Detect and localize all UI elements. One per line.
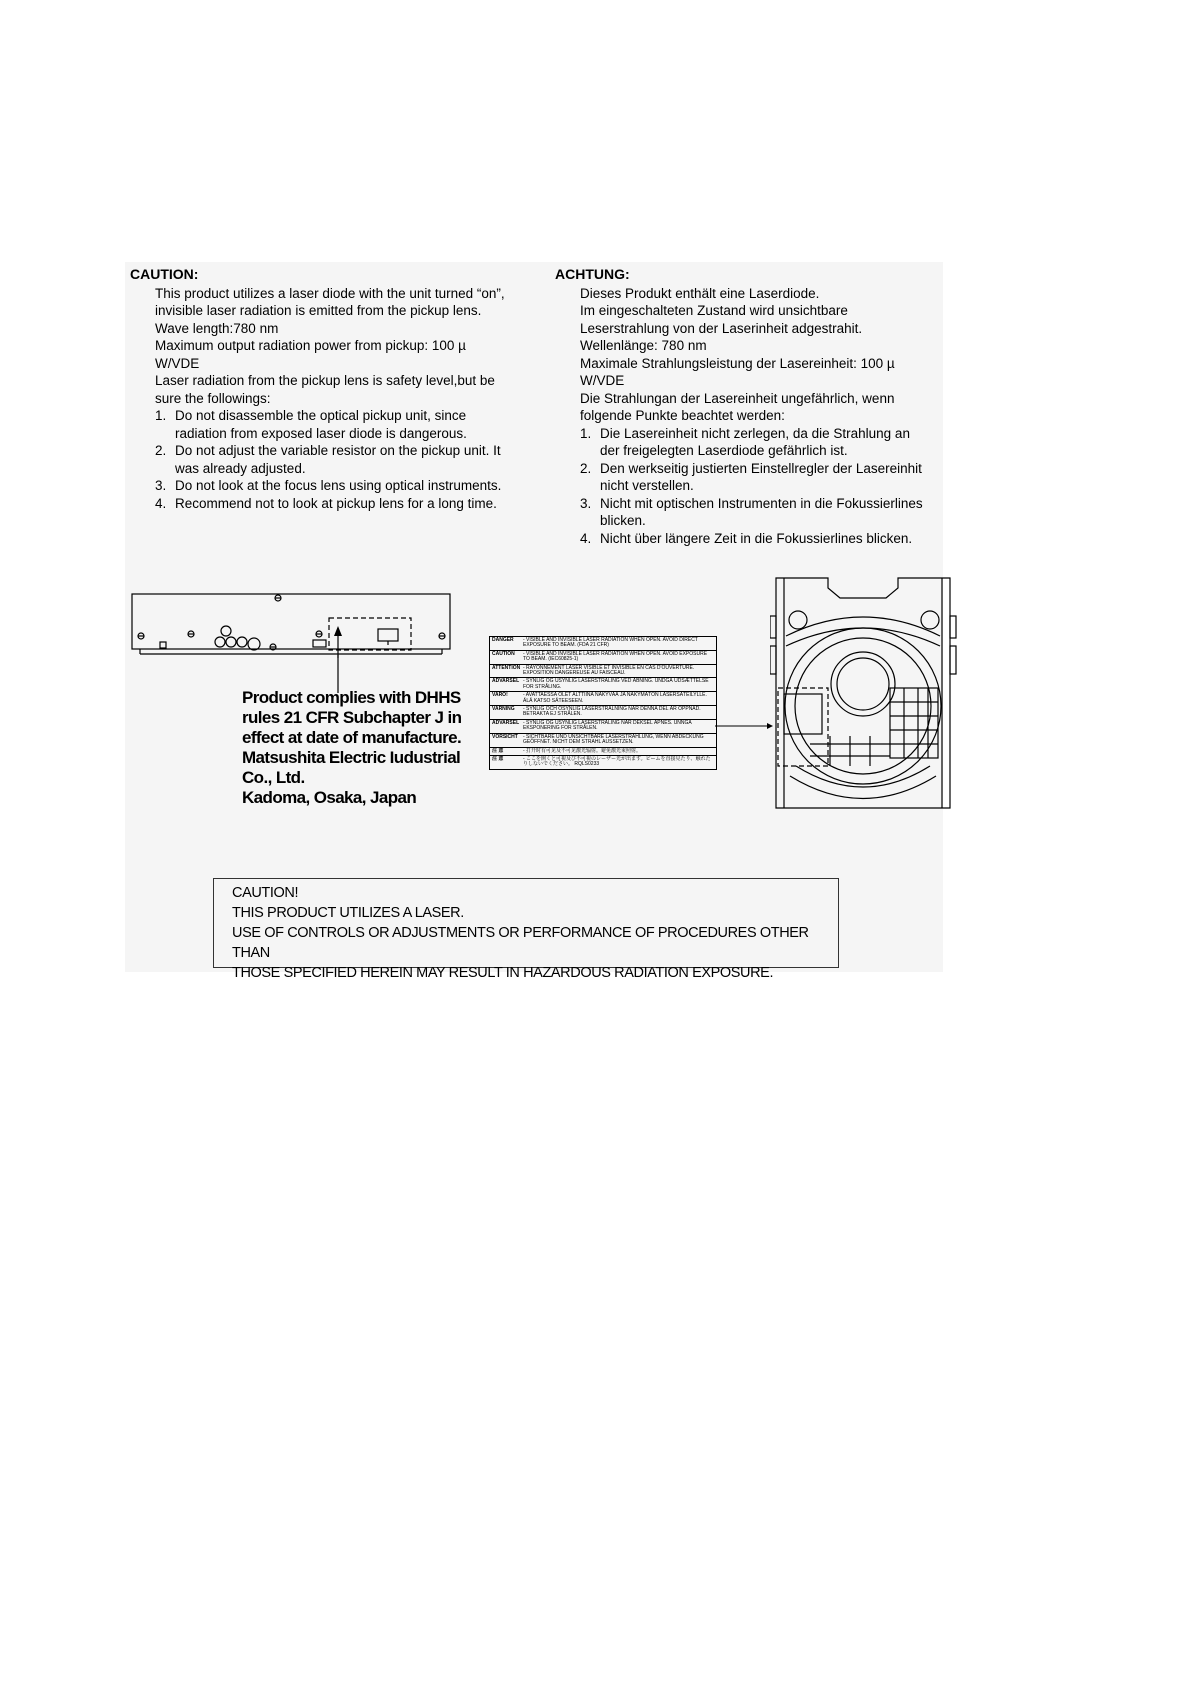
german-intro-line: Die Strahlungan der Lasereinheit ungefährlich, wenn <box>580 390 895 406</box>
item-number: 4. <box>155 495 167 511</box>
list-item <box>155 442 550 477</box>
label-key: 注 意 <box>492 755 504 762</box>
label-text: - SYNLIG OCH OSYNLIG LASERSTRÅLNING NÄR DENNA DEL ÄR ÖPPNAD. BETRAKTA EJ STRÅLEN. <box>523 706 701 718</box>
label-text: - RAYONNEMENT LASER VISIBLE ET INVISIBLE EN CAS D'OUVERTURE. EXPOSITION DANGEREUSE AU FAISCEAU. <box>523 664 695 677</box>
label-text: - SYNLIG OG USYNLIG LASERSTRÅLING VED ÅBNING. UNDGÅ UDSÆTTELSE FOR STRÅLING. <box>523 678 709 690</box>
label-text: - 打开时有可见及不可见激光辐射。避免激光束照射。 <box>523 747 642 754</box>
label-key: VARNING <box>492 706 515 713</box>
item-number: 1. <box>580 425 592 441</box>
item-line: Do not look at the focus lens using optical instruments. <box>175 478 502 493</box>
item-number: 1. <box>155 408 167 423</box>
item-line: Die Lasereinheit nicht zerlegen, da die Strahlung an <box>600 425 910 441</box>
item-number: 2. <box>155 443 167 458</box>
english-intro-line: sure the followings: <box>155 390 271 406</box>
label-text: - VISIBLE AND INVISIBLE LASER RADIATION WHEN OPEN. AVOID DIRECT EXPOSURE TO BEAM. (FDA 21 CFR) <box>523 637 698 649</box>
label-row <box>490 665 716 679</box>
german-intro-line: Maximale Strahlungsleistung der Lasereinheit: 100 µ <box>580 355 895 371</box>
label-text: - VISIBLE AND INVISIBLE LASER RADIATION WHEN OPEN. AVOID EXPOSURE TO BEAM. (IEC60825-1) <box>523 650 708 663</box>
english-heading: CAUTION: <box>130 266 199 282</box>
item-line: Do not disassemble the optical pickup unit, since <box>175 408 467 423</box>
caution-box-line: THOSE SPECIFIED HEREIN MAY RESULT IN HAZARDOUS RADIATION EXPOSURE. <box>232 965 774 981</box>
german-intro-line: Wellenlänge: 780 nm <box>580 338 707 353</box>
german-intro <box>580 285 945 425</box>
compliance-line: Kadoma, Osaka, Japan <box>242 788 417 807</box>
german-intro-line: W/VDE <box>580 373 625 388</box>
compliance-line: effect at date of manufacture. <box>242 728 462 747</box>
laser-warning-label <box>489 636 717 770</box>
english-caution-section <box>130 266 550 512</box>
english-intro-line: invisible laser radiation is emitted from the pickup lens. <box>155 303 482 318</box>
english-intro-line: Maximum output radiation power from pickup: 100 µ <box>155 338 466 353</box>
label-text: - SYNLIG OG USYNLIG LASERSTRÅLING NÅR DEKSEL ÅPNES. UNNGÅ EKSPONERING FOR STRÅLEN. <box>523 719 692 732</box>
list-item <box>580 460 945 495</box>
item-number: 3. <box>155 478 167 493</box>
item-number: 4. <box>580 530 592 546</box>
label-leader-line <box>715 722 775 730</box>
label-row <box>490 756 716 769</box>
label-row <box>490 748 716 756</box>
caution-box-line: THIS PRODUCT UTILIZES A LASER. <box>232 905 464 921</box>
list-item <box>155 477 550 495</box>
label-row <box>490 706 716 720</box>
german-intro-line: Dieses Produkt enthält eine Laserdiode. <box>580 285 820 301</box>
compliance-line: Matsushita Electric Iudustrial <box>242 748 461 767</box>
english-intro-line: Wave length:780 nm <box>155 320 279 336</box>
item-line: nicht verstellen. <box>600 478 694 493</box>
german-intro-line: Leserstrahlung von der Laserinheit adgestrahit. <box>580 320 863 336</box>
label-row <box>490 720 716 734</box>
list-item <box>155 495 550 513</box>
rear-panel-diagram <box>130 590 455 658</box>
label-text: - SICHTBARE UND UNSICHTBARE LASERSTRAHLUNG, WENN ABDECKUNG GEÖFFNET. NICHT DEM STRAHL AUSSETZEN. <box>523 733 704 746</box>
english-intro-line: W/VDE <box>155 355 200 371</box>
label-key: 注 意 <box>492 747 504 754</box>
label-key: ADVARSEL <box>492 678 520 685</box>
item-line: Nicht über längere Zeit in die Fokussierlines blicken. <box>600 530 913 546</box>
label-key: ADVARSEL <box>492 719 520 726</box>
label-text: - AVATTAESSA OLET ALTTIINA NÄKYVÄÄ JA NÄKYMÄTÖN LASERSÄTEILYLLE. ÄLÄ KATSO SÄTEESEEN. <box>523 692 707 704</box>
list-item <box>580 425 945 460</box>
label-code: (IEC60825-1) <box>548 656 579 663</box>
english-intro-line: This product utilizes a laser diode with the unit turned “on”, <box>155 285 505 301</box>
item-line: Den werkseitig justierten Einstellregler der Lasereinhit <box>600 460 922 476</box>
item-line: blicken. <box>600 513 646 528</box>
item-number: 2. <box>580 460 592 476</box>
item-line: der freigelegten Laserdiode gefährlich ist. <box>600 443 848 458</box>
german-intro-line: folgende Punkte beachtet werden: <box>580 408 785 423</box>
list-item <box>580 495 945 530</box>
label-key: DANGER <box>492 637 514 643</box>
label-row <box>490 651 716 665</box>
list-item <box>155 407 550 442</box>
caution-box-line: CAUTION! <box>232 885 299 901</box>
german-heading: ACHTUNG: <box>555 266 630 282</box>
label-row <box>490 734 716 748</box>
label-code: RQLS0233 <box>574 761 600 768</box>
compliance-statement <box>242 688 472 808</box>
label-text: - ここを開くと可視及び不可視のレーザー光が出ます。ビームを直接見たり、触れたりしないでください。 RQLS0233 <box>523 755 711 768</box>
list-item <box>580 530 945 548</box>
item-number: 3. <box>580 495 592 511</box>
compliance-line: Product complies with DHHS <box>242 688 461 707</box>
label-row <box>490 692 716 706</box>
item-line: was already adjusted. <box>175 460 306 476</box>
label-key: VORSICHT <box>492 733 518 740</box>
laser-caution-box <box>213 878 839 981</box>
german-caution-section <box>555 266 945 547</box>
label-row <box>490 637 716 651</box>
english-intro-line: Laser radiation from the pickup lens is safety level,but be <box>155 373 495 388</box>
item-line: Recommend not to look at pickup lens for a long time. <box>175 495 497 511</box>
label-key: ATTENTION <box>492 664 521 671</box>
german-intro-line: Im eingeschalteten Zustand wird unsichtbare <box>580 303 848 318</box>
english-precautions-list <box>155 407 550 512</box>
german-precautions-list <box>580 425 945 548</box>
label-key: VARO! <box>492 692 508 699</box>
compliance-line: rules 21 CFR Subchapter J in <box>242 708 462 727</box>
item-line: Do not adjust the variable resistor on the pickup unit. It <box>175 443 501 458</box>
caution-box-line: USE OF CONTROLS OR ADJUSTMENTS OR PERFORMANCE OF PROCEDURES OTHER THAN <box>232 925 809 961</box>
label-code: (FDA 21 CFR) <box>577 642 609 649</box>
label-row <box>490 678 716 692</box>
compliance-line: Co., Ltd. <box>242 768 305 787</box>
english-intro <box>155 285 550 408</box>
label-key: CAUTION <box>492 650 515 657</box>
item-line: Nicht mit optischen Instrumenten in die Fokussierlines <box>600 495 923 511</box>
item-line: radiation from exposed laser diode is dangerous. <box>175 425 467 441</box>
disc-mechanism-diagram <box>770 576 960 810</box>
